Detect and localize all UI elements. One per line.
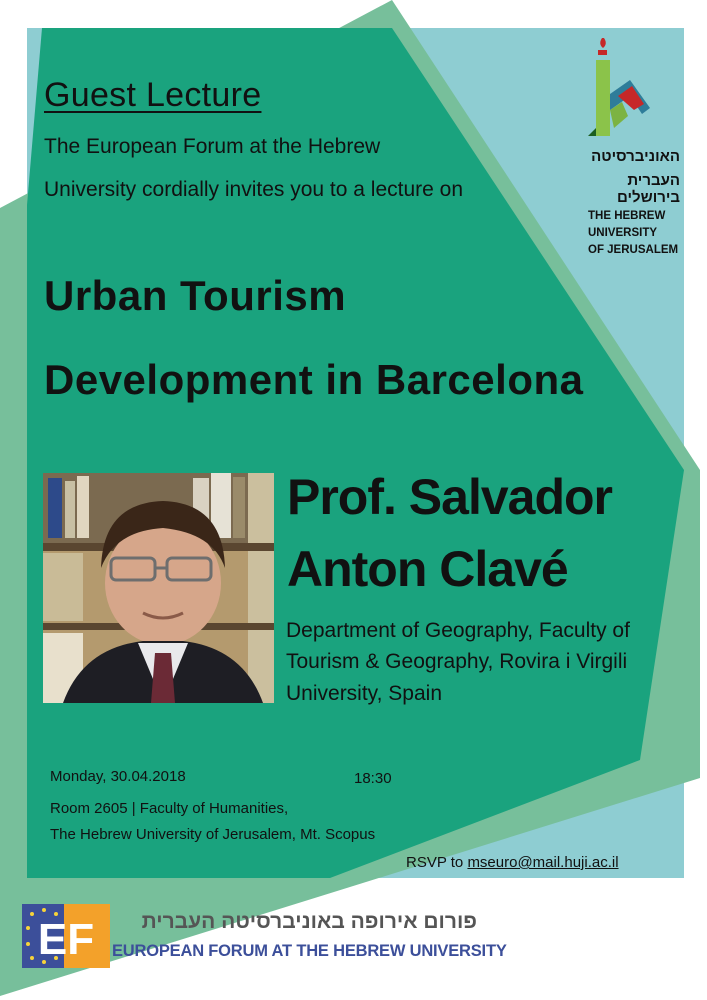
event-location-line-1: Room 2605 | Faculty of Humanities, (50, 800, 289, 817)
huji-english-line-2: UNIVERSITY (588, 227, 658, 239)
ef-logo-letters: EF (37, 915, 95, 964)
huji-hebrew-name-line-2: העברית בירושלים (617, 172, 680, 206)
speaker-photo (43, 473, 274, 703)
huji-english-name (588, 208, 678, 259)
speaker-affiliation-line-3: University, Spain (286, 682, 443, 705)
speaker-affiliation-line-1: Department of Geography, Faculty of (286, 619, 630, 642)
event-date: Monday, 30.04.2018 (50, 768, 186, 785)
event-time: 18:30 (354, 770, 392, 787)
rsvp-email-link[interactable]: mseuro@mail.huji.ac.il (467, 854, 619, 871)
speaker-affiliation-line-2: Tourism & Geography, Rovira i Virgili (286, 650, 628, 673)
huji-english-line-3: OF JERUSALEM (588, 244, 679, 256)
rsvp-label: RSVP to (406, 854, 464, 871)
intro-line-1: The European Forum at the Hebrew (44, 135, 381, 158)
european-forum-logo-icon (22, 904, 110, 968)
rsvp-line (406, 854, 619, 871)
european-forum-hebrew-name: פורום אירופה באוניברסיטה העברית (141, 910, 477, 933)
huji-english-line-1: THE HEBREW (588, 210, 666, 222)
european-forum-english-name: EUROPEAN FORUM AT THE HEBREW UNIVERSITY (112, 942, 507, 960)
hebrew-university-logo-icon (584, 36, 654, 144)
huji-hebrew-name-line-1: האוניברסיטה (591, 148, 680, 165)
intro-line-2: University cordially invites you to a lecture on (44, 178, 464, 201)
lecture-topic-line-2: Development in Barcelona (44, 356, 584, 403)
guest-lecture-title: Guest Lecture (44, 76, 262, 114)
lecture-topic-line-1: Urban Tourism (44, 272, 347, 319)
speaker-name-line-2: Anton Clavé (287, 541, 568, 597)
event-location-line-2: The Hebrew University of Jerusalem, Mt. Scopus (50, 826, 376, 843)
speaker-name-line-1: Prof. Salvador (287, 469, 612, 525)
